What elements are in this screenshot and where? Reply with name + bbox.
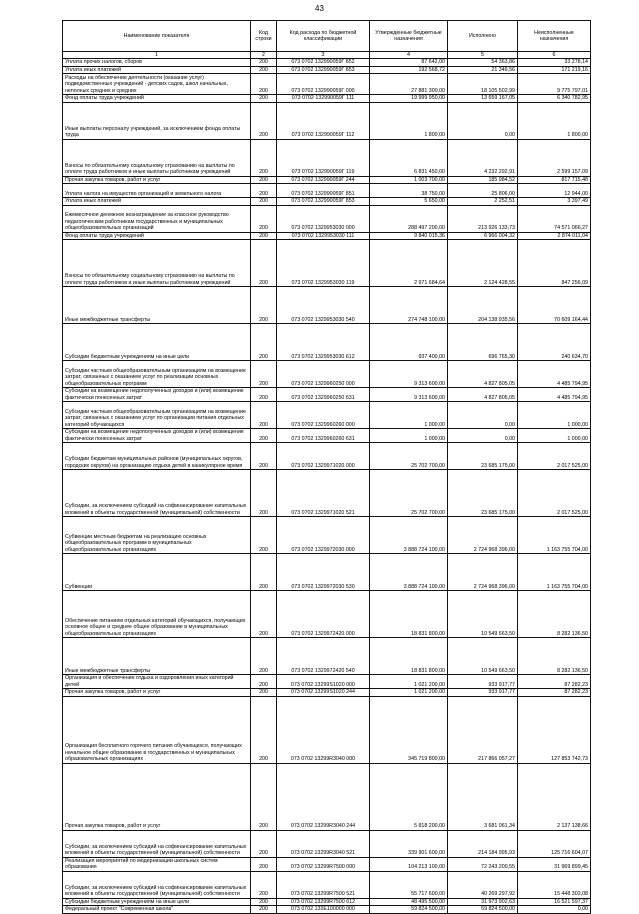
row-executed: 23 685 175,00 <box>448 470 518 517</box>
column-index: 6 <box>518 52 591 59</box>
row-approved: 2 971 684,64 <box>370 240 448 287</box>
row-executed: 40 269 297,92 <box>448 871 518 898</box>
row-unexecuted: 87 282,23 <box>518 689 591 696</box>
row-budget-class: 073 0702 1329960250 631 <box>277 388 370 402</box>
row-unexecuted: 817 715,48 <box>518 176 591 183</box>
row-name: Субсидии, за исключением субсидий на софинансирование капитальных вложений в объекты государственной (муниципальной) собственности <box>63 871 251 898</box>
row-approved: 25 702 700,00 <box>370 470 448 517</box>
header-line-code: Код строки <box>251 21 277 52</box>
row-executed: 23 685 175,00 <box>448 443 518 470</box>
row-budget-class: 073 0702 13299R3040 000 <box>277 696 370 763</box>
row-line-code: 200 <box>251 675 277 689</box>
row-line-code: 200 <box>251 906 277 913</box>
row-approved: 3 888 724 100,00 <box>370 517 448 554</box>
row-name: Субсидии, за исключением субсидий на софинансирование капитальных вложений в объекты государственной (муниципальной) собственности <box>63 470 251 517</box>
row-approved: 55 717 600,00 <box>370 871 448 898</box>
row-budget-class: 073 0702 132E100000 000 <box>277 906 370 913</box>
row-budget-class: 073 0702 1329971020 521 <box>277 470 370 517</box>
row-unexecuted: 8 282 136,50 <box>518 591 591 638</box>
row-name: Прочая закупка товаров, работ и услуг <box>63 176 251 183</box>
row-unexecuted: 15 448 302,08 <box>518 871 591 898</box>
row-budget-class: 073 0702 1329972030 000 <box>277 517 370 554</box>
row-unexecuted: 2 017 525,00 <box>518 470 591 517</box>
row-executed: 4 827 805,05 <box>448 388 518 402</box>
row-line-code: 200 <box>251 388 277 402</box>
row-line-code: 200 <box>251 830 277 857</box>
row-unexecuted: 3 397,49 <box>518 198 591 205</box>
row-unexecuted: 16 521 597,37 <box>518 898 591 905</box>
row-unexecuted: 4 485 794,95 <box>518 388 591 402</box>
table-row <box>63 763 591 830</box>
table-row <box>63 906 591 913</box>
table-row <box>63 232 591 239</box>
row-budget-class: 073 0702 1329953030 000 <box>277 205 370 232</box>
row-line-code: 200 <box>251 638 277 675</box>
row-executed: 4 232 292,91 <box>448 139 518 176</box>
table-row <box>63 66 591 73</box>
row-name: Прочая закупка товаров, работ и услуг <box>63 763 251 830</box>
row-budget-class: 073 0702 132990059Г 244 <box>277 176 370 183</box>
row-name: Ежемесячное денежное вознаграждение за классное руководство педагогическим работникам государственных и муниципальных общеобразовательных организаций <box>63 205 251 232</box>
header-approved: Утвержденные бюджетные назначения <box>370 21 448 52</box>
table-row <box>63 205 591 232</box>
row-approved: 288 497 200,00 <box>370 205 448 232</box>
row-executed: 0,00 <box>448 102 518 139</box>
row-line-code: 200 <box>251 857 277 871</box>
row-unexecuted: 9 775 797,01 <box>518 74 591 95</box>
row-unexecuted: 1 163 755 704,00 <box>518 517 591 554</box>
row-budget-class: 073 0702 1329972420 540 <box>277 638 370 675</box>
row-line-code: 200 <box>251 287 277 324</box>
row-executed: 4 827 805,05 <box>448 361 518 388</box>
table-row <box>63 402 591 429</box>
table-row <box>63 857 591 871</box>
row-unexecuted: 1 000,00 <box>518 429 591 443</box>
row-executed: 185 984,52 <box>448 176 518 183</box>
row-approved: 27 881 300,00 <box>370 74 448 95</box>
row-executed: 59 824 500,00 <box>448 906 518 913</box>
row-budget-class: 073 0702 132990059Г 852 <box>277 59 370 66</box>
row-unexecuted: 1 000,00 <box>518 402 591 429</box>
row-name: Организация бесплатного горячего питания обучающихся, получающих начальное общее образование в государственных и муниципальных образовательных организациях <box>63 696 251 763</box>
table-row <box>63 95 591 102</box>
row-line-code: 200 <box>251 59 277 66</box>
row-unexecuted: 127 853 742,73 <box>518 696 591 763</box>
row-name: Обеспечение питанием отдельных категорий обучающихся, получающих основное общее и среднее общее образование в муниципальных общеобразовательных организациях <box>63 591 251 638</box>
row-line-code: 200 <box>251 591 277 638</box>
row-line-code: 200 <box>251 554 277 591</box>
row-unexecuted: 1 800,00 <box>518 102 591 139</box>
row-approved: 937 400,00 <box>370 324 448 361</box>
row-line-code: 200 <box>251 139 277 176</box>
header-unexecuted: Неисполненные назначения <box>518 21 591 52</box>
row-budget-class: 073 0702 132990059Г 000 <box>277 74 370 95</box>
row-name: Фонд оплаты труда учреждений <box>63 232 251 239</box>
row-unexecuted: 1 163 755 704,00 <box>518 554 591 591</box>
row-approved: 9 840 015,36 <box>370 232 448 239</box>
row-unexecuted: 240 634,70 <box>518 324 591 361</box>
row-line-code: 200 <box>251 898 277 905</box>
row-executed: 10 549 663,50 <box>448 591 518 638</box>
header-executed: Исполнено <box>448 21 518 52</box>
table-row <box>63 240 591 287</box>
row-name: Реализация мероприятий по модернизации школьных систем образования <box>63 857 251 871</box>
row-executed: 217 866 057,27 <box>448 696 518 763</box>
row-approved: 1 000,00 <box>370 402 448 429</box>
row-executed: 2 724 968 396,00 <box>448 554 518 591</box>
row-name: Организация и обеспечение отдыха и оздоровления иных категорий детей <box>63 675 251 689</box>
row-approved: 59 824 500,00 <box>370 906 448 913</box>
budget-execution-table <box>62 20 591 914</box>
row-budget-class: 073 0702 1329972030 530 <box>277 554 370 591</box>
row-budget-class: 073 0702 132990059Г 853 <box>277 198 370 205</box>
row-approved: 18 831 800,00 <box>370 591 448 638</box>
row-executed: 0,00 <box>448 429 518 443</box>
row-executed: 18 105 502,99 <box>448 74 518 95</box>
row-line-code: 200 <box>251 240 277 287</box>
row-unexecuted: 70 609 164,44 <box>518 287 591 324</box>
row-budget-class: 073 0702 13299R7500 612 <box>277 898 370 905</box>
row-unexecuted: 847 256,09 <box>518 240 591 287</box>
row-approved: 5 650,00 <box>370 198 448 205</box>
row-budget-class: 073 0702 1329953030 540 <box>277 287 370 324</box>
row-name: Прочая закупка товаров, работ и услуг <box>63 689 251 696</box>
row-line-code: 200 <box>251 95 277 102</box>
row-name: Субсидии частным общеобразовательным организациям на возмещение затрат, связанных с оказанием услуг по реализации основных общеобразовательных программ <box>63 361 251 388</box>
row-unexecuted: 2 599 157,09 <box>518 139 591 176</box>
row-line-code: 200 <box>251 402 277 429</box>
table-row <box>63 591 591 638</box>
row-approved: 104 213 100,00 <box>370 857 448 871</box>
row-unexecuted: 12 944,00 <box>518 184 591 198</box>
table-row <box>63 361 591 388</box>
row-budget-class: 073 0702 13299R3040 521 <box>277 830 370 857</box>
row-executed: 10 549 663,50 <box>448 638 518 675</box>
row-line-code: 200 <box>251 689 277 696</box>
row-budget-class: 073 0702 132990059Г 119 <box>277 139 370 176</box>
row-approved: 1 021 200,00 <box>370 689 448 696</box>
row-approved: 1 021 200,00 <box>370 675 448 689</box>
row-executed: 213 926 133,73 <box>448 205 518 232</box>
row-approved: 38 750,00 <box>370 184 448 198</box>
row-name: Иные межбюджетные трансферты <box>63 638 251 675</box>
table-row <box>63 139 591 176</box>
row-name: Взносы по обязательному социальному страхованию на выплаты по оплате труда работников и иные выплаты работникам учреждений <box>63 139 251 176</box>
row-name: Расходы на обеспечение деятельности (оказание услуг) подведомственных учреждений - детских садов, школ начальных, неполных средних и средних <box>63 74 251 95</box>
row-executed: 2 724 968 396,00 <box>448 517 518 554</box>
row-unexecuted: 125 716 604,07 <box>518 830 591 857</box>
table-row <box>63 388 591 402</box>
row-line-code: 200 <box>251 176 277 183</box>
row-line-code: 200 <box>251 517 277 554</box>
row-name: Субсидии бюджетам муниципальных районов (муниципальных округов, городских округов) на организацию отдыха детей в каникулярное время <box>63 443 251 470</box>
column-index: 2 <box>251 52 277 59</box>
row-unexecuted: 4 485 794,95 <box>518 361 591 388</box>
row-name: Субсидии на возмещение недополученных доходов и (или) возмещение фактически понесенных затрат <box>63 388 251 402</box>
row-line-code: 200 <box>251 470 277 517</box>
row-budget-class: 073 0702 13299S1020 244 <box>277 689 370 696</box>
row-name: Взносы по обязательному социальному страхованию на выплаты по оплате труда работников и иные выплаты работникам учреждений <box>63 240 251 287</box>
row-executed: 2 124 428,55 <box>448 240 518 287</box>
table-row <box>63 74 591 95</box>
row-budget-class: 073 0702 132990059Г 112 <box>277 102 370 139</box>
row-budget-class: 073 0702 1329953030 111 <box>277 232 370 239</box>
row-executed: 2 252,51 <box>448 198 518 205</box>
row-name: Субсидии частным общеобразовательным организациям на возмещение затрат, связанных с оказанием услуг по организации питания отдельных категорий обучающихся <box>63 402 251 429</box>
table-row <box>63 638 591 675</box>
row-executed: 214 184 995,93 <box>448 830 518 857</box>
row-name: Федеральный проект "Современная школа" <box>63 906 251 913</box>
row-name: Субсидии бюджетным учреждениям на иные цели <box>63 324 251 361</box>
row-unexecuted: 8 282 136,50 <box>518 638 591 675</box>
row-unexecuted: 33 278,14 <box>518 59 591 66</box>
row-budget-class: 073 0702 13299R7500 521 <box>277 871 370 898</box>
row-executed: 72 243 200,55 <box>448 857 518 871</box>
table-row <box>63 287 591 324</box>
row-unexecuted: 2 017 525,00 <box>518 443 591 470</box>
row-line-code: 200 <box>251 443 277 470</box>
row-approved: 18 831 800,00 <box>370 638 448 675</box>
table-row <box>63 554 591 591</box>
row-executed: 6 966 004,32 <box>448 232 518 239</box>
row-name: Иные выплаты персоналу учреждений, за исключением фонда оплаты труда <box>63 102 251 139</box>
row-approved: 5 818 200,00 <box>370 763 448 830</box>
row-approved: 274 748 100,00 <box>370 287 448 324</box>
row-approved: 3 888 724 100,00 <box>370 554 448 591</box>
row-line-code: 200 <box>251 102 277 139</box>
table-row <box>63 429 591 443</box>
row-executed: 204 138 935,56 <box>448 287 518 324</box>
row-unexecuted: 2 137 138,66 <box>518 763 591 830</box>
row-budget-class: 073 0702 1329971020 000 <box>277 443 370 470</box>
table-row <box>63 324 591 361</box>
row-budget-class: 073 0702 132990059Г 853 <box>277 66 370 73</box>
row-budget-class: 073 0702 1329972420 000 <box>277 591 370 638</box>
table-row <box>63 443 591 470</box>
row-line-code: 200 <box>251 184 277 198</box>
row-approved: 1 000,00 <box>370 429 448 443</box>
row-approved: 339 901 600,00 <box>370 830 448 857</box>
row-line-code: 200 <box>251 696 277 763</box>
column-index: 5 <box>448 52 518 59</box>
header-budget-class: Код расхода по бюджетной классификации <box>277 21 370 52</box>
row-line-code: 200 <box>251 871 277 898</box>
row-name: Иные межбюджетные трансферты <box>63 287 251 324</box>
table-row <box>63 517 591 554</box>
row-line-code: 200 <box>251 429 277 443</box>
row-unexecuted: 87 282,23 <box>518 675 591 689</box>
table-row <box>63 198 591 205</box>
table-header-row <box>63 21 591 52</box>
row-budget-class: 073 0702 1329953030 119 <box>277 240 370 287</box>
row-line-code: 200 <box>251 232 277 239</box>
row-executed: 933 917,77 <box>448 689 518 696</box>
row-unexecuted: 31 969 899,45 <box>518 857 591 871</box>
row-executed: 54 363,86 <box>448 59 518 66</box>
row-approved: 87 642,00 <box>370 59 448 66</box>
table-row <box>63 470 591 517</box>
row-line-code: 200 <box>251 361 277 388</box>
row-budget-class: 073 0702 13299R3040 244 <box>277 763 370 830</box>
row-line-code: 200 <box>251 324 277 361</box>
table-row <box>63 102 591 139</box>
row-approved: 1 003 700,00 <box>370 176 448 183</box>
row-approved: 6 831 450,00 <box>370 139 448 176</box>
row-executed: 13 659 167,05 <box>448 95 518 102</box>
page-number: 43 <box>315 4 324 13</box>
row-approved: 192 568,72 <box>370 66 448 73</box>
row-name: Уплата налога на имущество организаций и земельного налога <box>63 184 251 198</box>
row-executed: 3 681 061,34 <box>448 763 518 830</box>
row-approved: 345 719 800,00 <box>370 696 448 763</box>
row-line-code: 200 <box>251 205 277 232</box>
row-name: Субвенции местным бюджетам на реализацию основных общеобразовательных программ в муниципальных общеобразовательных организациях <box>63 517 251 554</box>
table-row <box>63 59 591 66</box>
row-line-code: 200 <box>251 763 277 830</box>
row-approved: 25 702 700,00 <box>370 443 448 470</box>
table-row <box>63 871 591 898</box>
column-index-row <box>63 52 591 59</box>
row-budget-class: 073 0702 1329953030 612 <box>277 324 370 361</box>
table-row <box>63 689 591 696</box>
row-name: Фонд оплаты труда учреждений <box>63 95 251 102</box>
row-executed: 21 349,56 <box>448 66 518 73</box>
row-executed: 933 917,77 <box>448 675 518 689</box>
row-name: Субсидии бюджетным учреждениям на иные цели <box>63 898 251 905</box>
row-executed: 0,00 <box>448 402 518 429</box>
row-name: Субсидии на возмещение недополученных доходов и (или) возмещение фактически понесенных затрат <box>63 429 251 443</box>
row-name: Уплата иных платежей <box>63 198 251 205</box>
row-approved: 1 800,00 <box>370 102 448 139</box>
row-name: Субвенции <box>63 554 251 591</box>
row-unexecuted: 171 219,16 <box>518 66 591 73</box>
row-name: Уплата прочих налогов, сборов <box>63 59 251 66</box>
header-name: Наименование показателя <box>63 21 251 52</box>
table-row <box>63 184 591 198</box>
row-approved: 9 313 600,00 <box>370 361 448 388</box>
row-unexecuted: 0,00 <box>518 906 591 913</box>
row-approved: 48 495 500,00 <box>370 898 448 905</box>
table-row <box>63 675 591 689</box>
row-unexecuted: 2 874 011,04 <box>518 232 591 239</box>
table-row <box>63 898 591 905</box>
row-approved: 9 313 600,00 <box>370 388 448 402</box>
row-budget-class: 073 0702 13299R7500 000 <box>277 857 370 871</box>
row-executed: 696 765,30 <box>448 324 518 361</box>
column-index: 3 <box>277 52 370 59</box>
table-row <box>63 176 591 183</box>
table-row <box>63 696 591 763</box>
row-line-code: 200 <box>251 198 277 205</box>
row-approved: 19 999 950,00 <box>370 95 448 102</box>
row-executed: 31 973 902,63 <box>448 898 518 905</box>
column-index: 4 <box>370 52 448 59</box>
row-line-code: 200 <box>251 74 277 95</box>
row-budget-class: 073 0702 1329960260 631 <box>277 429 370 443</box>
column-index: 1 <box>63 52 251 59</box>
row-budget-class: 073 0702 1329960260 000 <box>277 402 370 429</box>
row-budget-class: 073 0702 1329960250 000 <box>277 361 370 388</box>
row-budget-class: 073 0702 132990059Г 851 <box>277 184 370 198</box>
row-name: Субсидии, за исключением субсидий на софинансирование капитальных вложений в объекты государственной (муниципальной) собственности <box>63 830 251 857</box>
row-executed: 25 806,00 <box>448 184 518 198</box>
row-unexecuted: 74 571 066,27 <box>518 205 591 232</box>
table-row <box>63 830 591 857</box>
row-budget-class: 073 0702 13299S1020 000 <box>277 675 370 689</box>
row-line-code: 200 <box>251 66 277 73</box>
row-unexecuted: 6 340 782,95 <box>518 95 591 102</box>
row-budget-class: 073 0702 132990059Г 111 <box>277 95 370 102</box>
row-name: Уплата иных платежей <box>63 66 251 73</box>
